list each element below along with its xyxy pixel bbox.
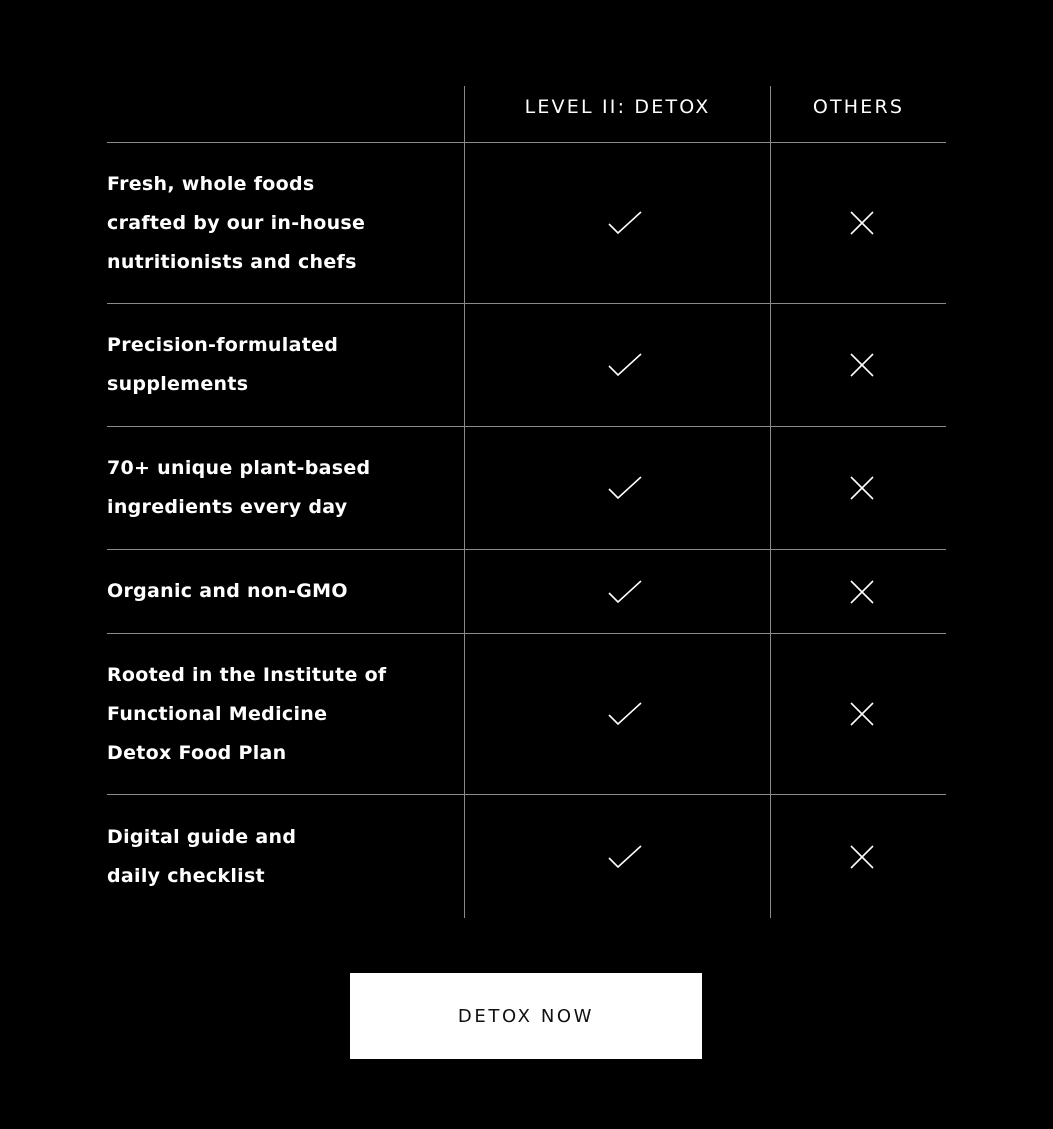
check-icon <box>607 579 643 605</box>
feature-line: Organic and non-GMO <box>107 580 348 602</box>
cross-icon <box>849 844 875 870</box>
feature-label <box>107 818 437 896</box>
feature-label <box>107 449 437 527</box>
feature-line: nutritionists and chefs <box>107 250 357 273</box>
detox-now-button[interactable]: DETOX NOW <box>350 973 702 1059</box>
feature-line: Detox Food Plan <box>107 741 287 764</box>
check-icon <box>607 210 643 236</box>
cross-icon <box>849 352 875 378</box>
check-icon <box>607 475 643 501</box>
feature-line: Digital guide and <box>107 825 297 848</box>
table-row <box>107 550 946 634</box>
table-header <box>107 86 946 143</box>
cross-icon <box>849 210 875 236</box>
table-row <box>107 304 946 427</box>
feature-line: daily checklist <box>107 864 265 887</box>
column-header-others: OTHERS <box>812 96 905 118</box>
feature-label <box>107 165 437 282</box>
feature-line: Functional Medicine <box>107 702 328 725</box>
feature-line: ingredients every day <box>107 496 348 518</box>
cross-icon <box>849 475 875 501</box>
feature-label <box>107 326 437 404</box>
table-row <box>107 427 946 550</box>
column-header-level-ii: LEVEL II: DETOX <box>524 96 711 118</box>
comparison-table <box>107 86 946 918</box>
feature-line: crafted by our in-house <box>107 211 366 234</box>
feature-label <box>107 572 437 611</box>
check-icon <box>607 701 643 727</box>
table-row <box>107 634 946 795</box>
feature-line: Rooted in the Institute of <box>107 663 387 686</box>
table-row <box>107 795 946 918</box>
check-icon <box>607 844 643 870</box>
cross-icon <box>849 701 875 727</box>
feature-line: Fresh, whole foods <box>107 172 315 195</box>
feature-line: 70+ unique plant-based <box>107 457 371 479</box>
feature-line: supplements <box>107 373 249 395</box>
check-icon <box>607 352 643 378</box>
cross-icon <box>849 579 875 605</box>
table-row <box>107 143 946 304</box>
feature-line: Precision-formulated <box>107 334 339 356</box>
feature-label <box>107 656 437 773</box>
